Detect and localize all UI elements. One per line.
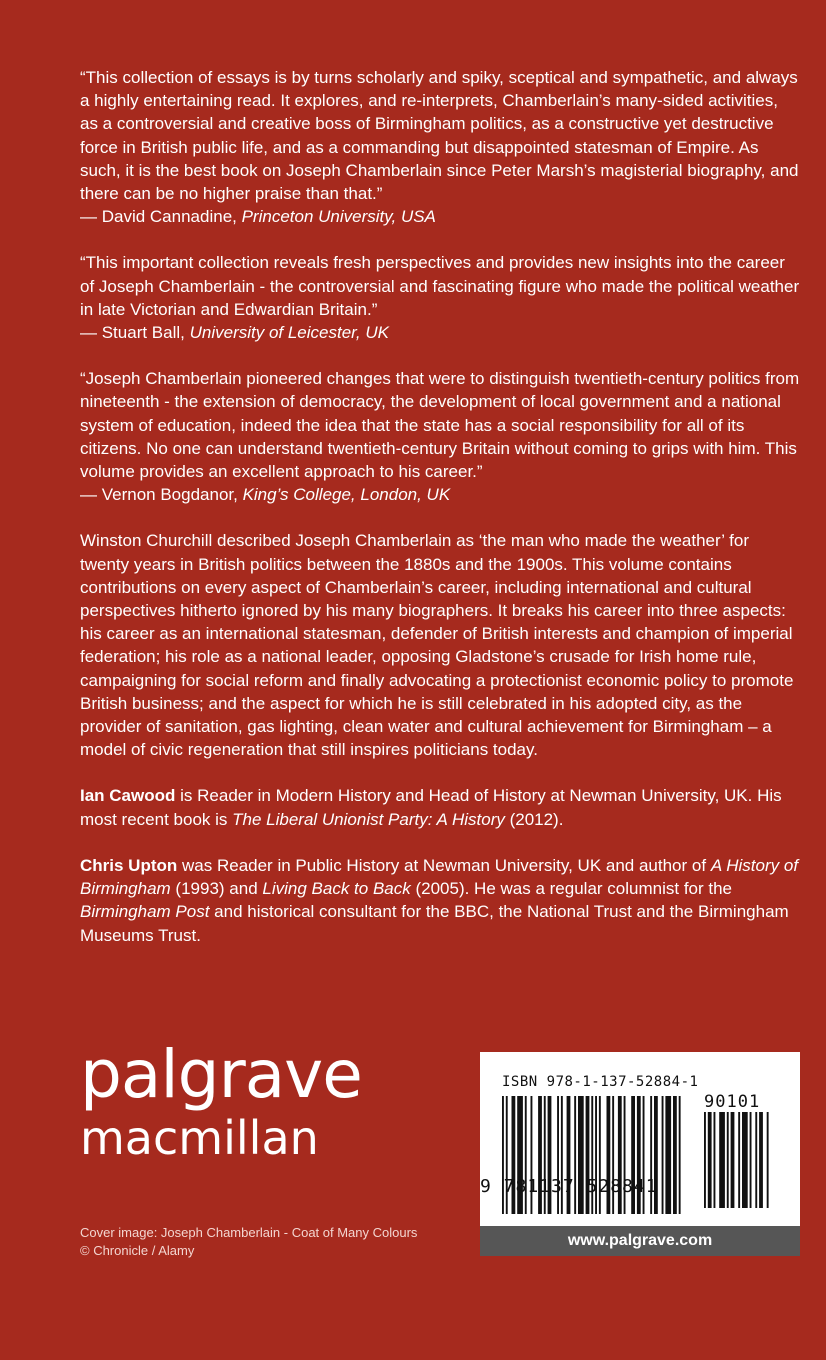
barcode-bar <box>767 1112 769 1208</box>
quote-author: — Vernon Bogdanor, <box>80 485 243 505</box>
book-description: Winston Churchill described Joseph Chamberlain as ‘the man who made the weather’ for twenty years in British politics between the 1880s and the 1900s. This volume contains contributions on every aspect of Chamberlain’s career, including international and cultural perspectives hitherto ignored by his many biographers. It breaks his career into three aspects: his career as an international statesman, defender of British interests and champion of imperial federation; his role as a national leader, opposing Gladstone’s crusade for Irish home rule, campaigning for social reform and finally advocating a protectionist economic policy to promote British business; and the aspect for which he is still celebrated in his adopted city, as the provider of sanitation, gas lighting, clean water and cultural achievement for Birmingham – a model of civic regeneration that still inspires politicians today. <box>80 531 794 760</box>
quote-attribution <box>80 483 800 506</box>
quote-text: “This collection of essays is by turns scholarly and spiky, sceptical and sympathetic, and always a highly entertaining read. It explores, and re-interprets, Chamberlain’s many-sided activities, as a controversial and creative boss of Birmingham politics, as a constructive yet destructive force in British public life, and as a commanding but disappointed statesman of Empire. As such, it is the best book on Joseph Chamberlain since Peter Marsh’s magisterial biography, and there can be no higher praise than that.” <box>80 68 799 204</box>
ean-barcode <box>502 1096 698 1220</box>
barcode-bar <box>755 1112 757 1208</box>
quote-attribution <box>80 321 800 344</box>
author-bio-cawood <box>80 784 800 830</box>
cover-image-credit <box>80 1224 417 1260</box>
bio-text: (2012). <box>504 809 564 829</box>
publisher-logo <box>80 1036 362 1165</box>
barcode-bar <box>731 1112 735 1208</box>
bio-text: was Reader in Public History at Newman University, UK and author of <box>177 855 711 875</box>
barcode-bar <box>679 1096 681 1214</box>
endorsement-quote <box>80 251 800 344</box>
barcode-panel <box>480 1052 800 1256</box>
quote-affiliation: Princeton University, USA <box>241 207 436 227</box>
barcode-bar <box>662 1096 664 1214</box>
barcode-bar <box>704 1112 706 1208</box>
barcode-bar <box>727 1112 729 1208</box>
quote-author: — Stuart Ball, <box>80 323 190 343</box>
bio-text: and historical consultant for the BBC, the National Trust and the Birmingham Museums Trust. <box>80 902 789 945</box>
endorsement-quote <box>80 66 800 228</box>
barcode-bar <box>738 1112 740 1208</box>
isbn-label: ISBN 978-1-137-52884-1 <box>502 1074 699 1090</box>
barcode-bar <box>714 1112 716 1208</box>
quote-text: “Joseph Chamberlain pioneered changes that were to distinguish twentieth-century politics from nineteenth - the extension of democracy, the development of local government and a national system of education, indeed the idea that the state has a social responsibility for all of its citizens. No one can understand twentieth-century Britain without coming to grips with him. This volume provides an excellent approach to his career.” <box>80 369 800 482</box>
bio-text: is Reader in Modern History and Head of History at Newman University, UK. His most recent book is <box>80 786 782 829</box>
quote-text: “This important collection reveals fresh perspectives and provides new insights into the career of Joseph Chamberlain - the controversial and fascinating figure who made the political weather in late Victorian and Edwardian Britain.” <box>80 253 800 319</box>
back-cover-text <box>80 66 800 970</box>
endorsement-quote <box>80 367 800 506</box>
quote-attribution <box>80 205 800 228</box>
barcode-bar <box>759 1112 763 1208</box>
logo-line-palgrave: palgrave <box>80 1036 362 1113</box>
book-title: The Liberal Unionist Party: A History <box>232 809 505 829</box>
logo-line-macmillan: macmillan <box>80 1111 319 1165</box>
copyright-line: © Chronicle / Alamy <box>80 1243 195 1258</box>
barcode-bar <box>742 1112 748 1208</box>
barcode-bar <box>665 1096 671 1214</box>
credit-line: Cover image: Joseph Chamberlain - Coat of Many Colours <box>80 1225 418 1240</box>
book-title: A History of Birmingham <box>80 855 799 899</box>
barcode-bar <box>750 1112 752 1208</box>
publisher-url: www.palgrave.com <box>480 1226 800 1256</box>
book-title: Living Back to Back <box>262 879 411 899</box>
quote-author: — David Cannadine, <box>80 207 242 227</box>
bio-text: (2005). He was a regular columnist for the <box>410 879 733 899</box>
author-bio-upton <box>80 854 800 947</box>
price-code: 90101 <box>704 1092 761 1112</box>
barcode-digits: 9 781137 528841 <box>480 1176 658 1197</box>
bio-text: (1993) and <box>170 879 263 899</box>
addon-barcode <box>704 1112 782 1208</box>
newspaper-title: Birmingham Post <box>80 902 210 922</box>
barcode-bar <box>719 1112 725 1208</box>
author-name: Ian Cawood <box>80 786 176 806</box>
author-name: Chris Upton <box>80 855 178 875</box>
barcode-bar <box>708 1112 712 1208</box>
quote-affiliation: King’s College, London, UK <box>242 485 451 505</box>
quote-affiliation: University of Leicester, UK <box>189 323 389 343</box>
barcode-bar <box>673 1096 677 1214</box>
